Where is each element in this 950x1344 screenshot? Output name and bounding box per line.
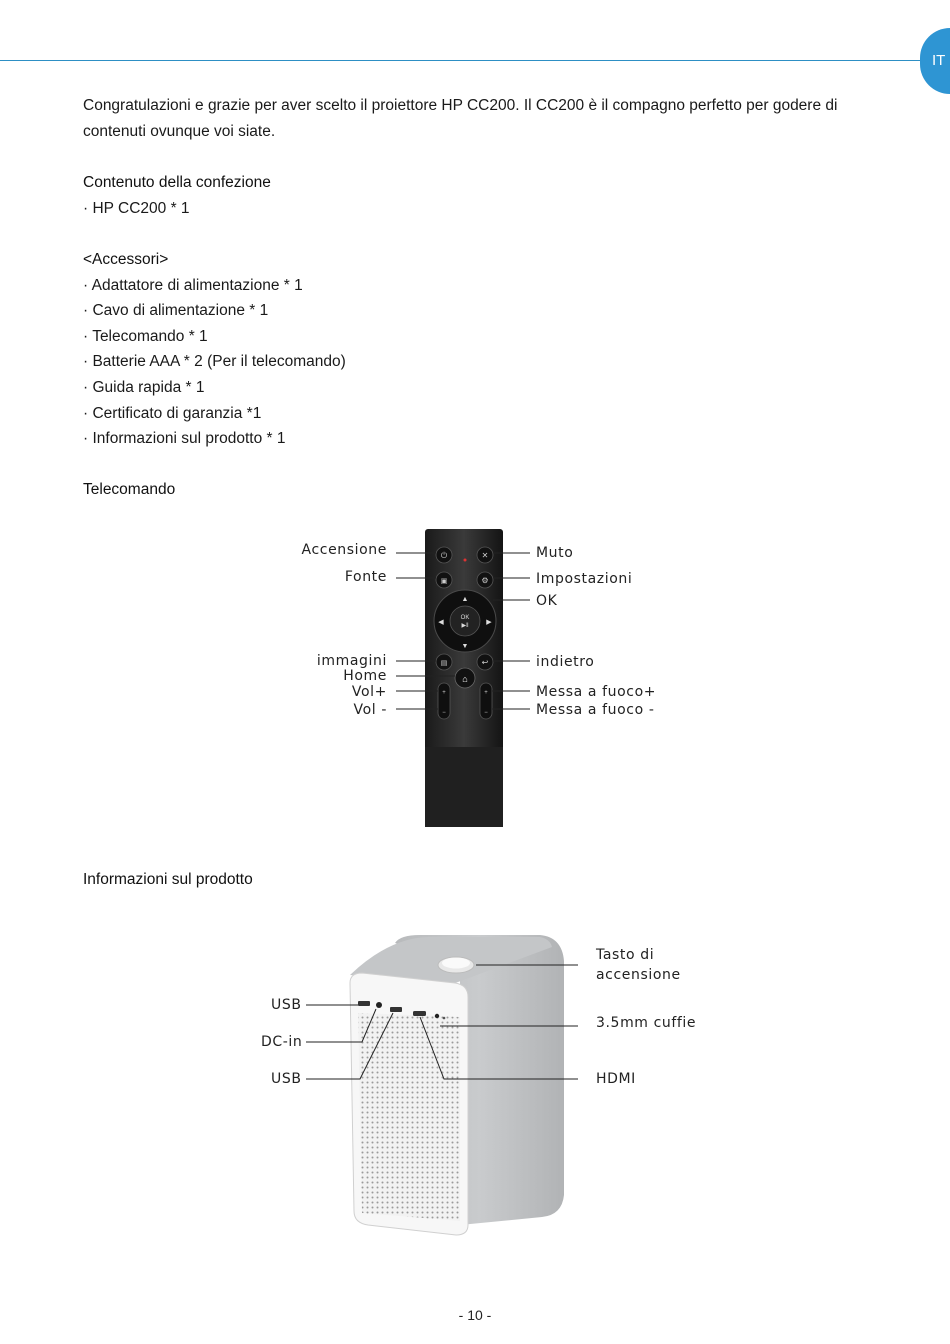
remote-label-focus-minus: Messa a fuoco -: [536, 702, 655, 718]
status-led: [443, 1017, 446, 1020]
remote-label-back: indietro: [536, 654, 595, 670]
source-icon: ▣: [440, 578, 448, 585]
indicator-led: [464, 559, 467, 562]
remote-label-home: Home: [343, 668, 387, 684]
remote-label-focus-plus: Messa a fuoco+: [536, 684, 657, 700]
list-item: · HP CC200 * 1: [83, 199, 190, 217]
list-item: · Batterie AAA * 2 (Per il telecomando): [83, 353, 346, 371]
back-icon: ↩: [481, 658, 489, 667]
hdmi-port: [413, 1011, 426, 1016]
product-label-hdmi: HDMI: [596, 1071, 636, 1087]
box-contents-section: [83, 170, 271, 221]
remote-label-ok: OK: [536, 593, 558, 609]
remote-heading-wrap: [83, 477, 175, 503]
speaker-grille: [358, 1013, 460, 1221]
headphone-jack: [435, 1014, 439, 1018]
list-item: · Telecomando * 1: [83, 327, 208, 345]
product-heading-wrap: [83, 867, 253, 893]
focus-plus-icon: +: [484, 690, 488, 696]
remote-label-vol-down: Vol -: [353, 702, 387, 718]
language-tab[interactable]: IT: [920, 28, 950, 94]
product-label-headphone: 3.5mm cuffie: [596, 1015, 697, 1031]
product-label-dc-in: DC-in: [261, 1034, 303, 1050]
picture-icon: ▤: [440, 660, 448, 667]
intro-paragraph: Congratulazioni e grazie per aver scelto il proiettore HP CC200. Il CC200 è il compagno perfetto per godere di contenuti ovunque voi siate.: [83, 97, 838, 140]
remote-label-source: Fonte: [344, 569, 387, 585]
accessories-section: [83, 247, 346, 452]
header-rule: [0, 60, 930, 61]
settings-icon: ⚙: [481, 576, 489, 585]
play-pause-icon: ▶‖: [461, 623, 469, 629]
ok-button-shape: [450, 606, 480, 636]
list-item: · Informazioni sul prodotto * 1: [83, 430, 286, 448]
list-item: · Adattatore di alimentazione * 1: [83, 276, 303, 294]
arrow-right-icon: ▶: [486, 619, 492, 626]
remote-label-settings: Impostazioni: [536, 571, 633, 587]
accessories-heading: <Accessori>: [83, 251, 169, 268]
list-item: · Certificato di garanzia *1: [83, 404, 262, 422]
remote-heading: Telecomando: [83, 481, 176, 498]
dc-in-port: [376, 1002, 382, 1008]
product-label-usb-1: USB: [271, 997, 302, 1013]
product-label-power-button: Tasto di accensione: [596, 947, 681, 983]
remote-bottom-panel: [425, 747, 503, 827]
usb-port-2: [390, 1007, 402, 1012]
remote-label-vol-up: Vol+: [351, 684, 387, 700]
remote-label-mute: Muto: [536, 545, 574, 561]
mute-icon: ✕: [481, 551, 489, 560]
usb-port-1: [358, 1001, 370, 1006]
arrow-left-icon: ◀: [438, 619, 444, 626]
product-heading: Informazioni sul prodotto: [83, 871, 253, 888]
box-contents-heading: Contenuto della confezione: [83, 174, 271, 191]
ok-label: OK: [460, 615, 470, 621]
product-label-usb-2: USB: [271, 1071, 302, 1087]
arrow-up-icon: ▲: [461, 596, 469, 603]
home-icon: ⌂: [462, 674, 468, 684]
list-item: · Guida rapida * 1: [83, 378, 205, 396]
power-icon: ⏻: [440, 551, 448, 560]
volume-down-icon: −: [442, 710, 446, 716]
arrow-down-icon: ▼: [461, 643, 469, 650]
focus-minus-icon: −: [484, 710, 488, 716]
volume-up-icon: +: [442, 690, 446, 696]
list-item: · Cavo di alimentazione * 1: [83, 302, 269, 320]
remote-label-power: Accensione: [301, 542, 387, 558]
power-button-top-cap: [442, 958, 470, 969]
page-number: - 10 -: [458, 1307, 492, 1323]
remote-label-picture: immagini: [316, 653, 387, 669]
